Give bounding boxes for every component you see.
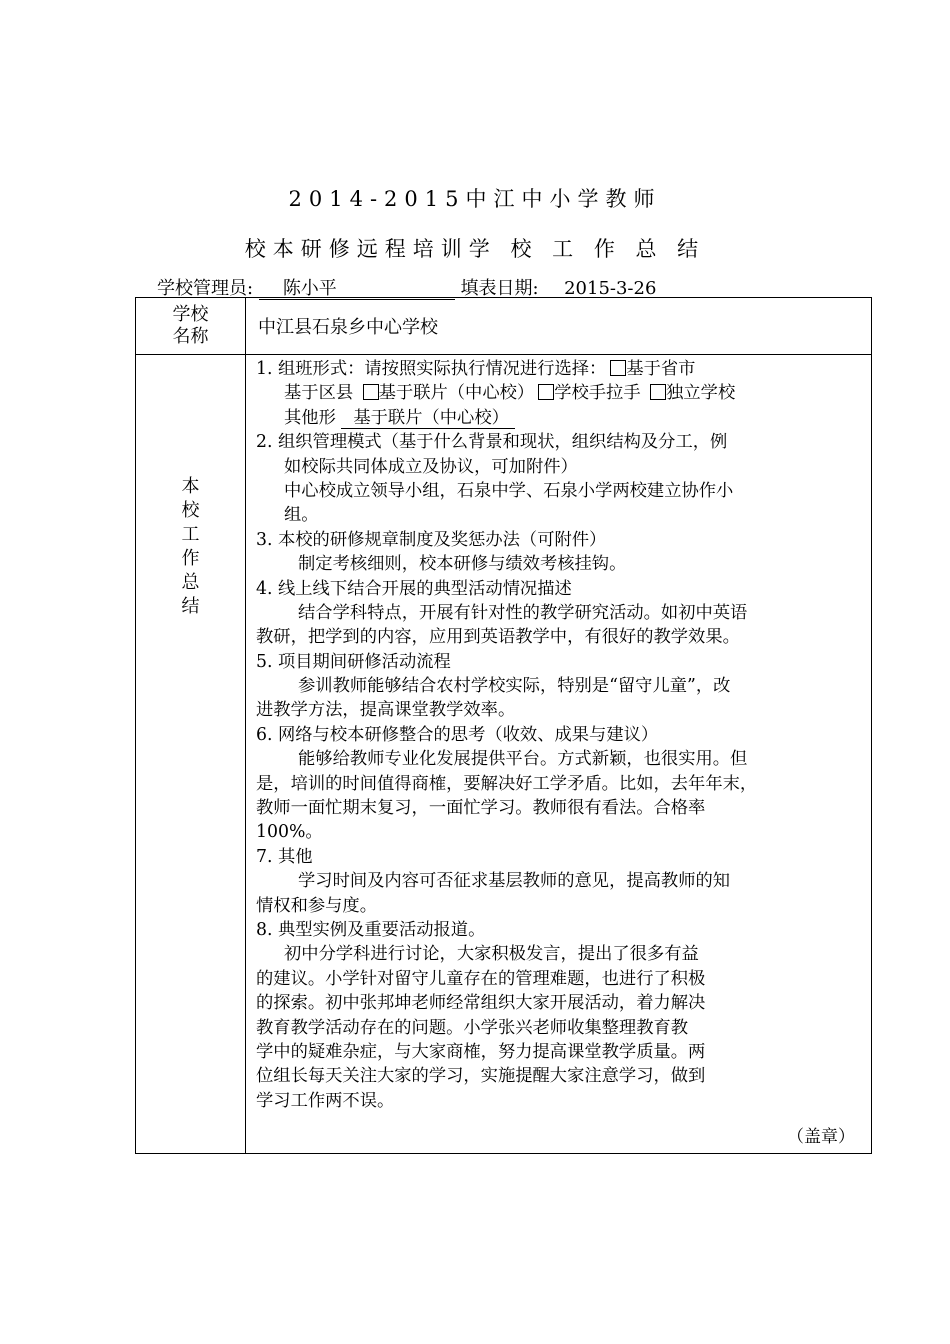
document-title-line1: 2014-2015中江中小学教师 <box>288 187 662 211</box>
summary-row <box>136 355 872 1154</box>
q2-line2: 如校际共同体成立及协议，可加附件） <box>284 456 578 477</box>
q7-answer2: 情权和参与度。 <box>256 895 377 916</box>
q1-line3: 其他形 基于联片（中心校） <box>256 406 865 430</box>
q6-answer4: 100%。 <box>256 822 323 843</box>
document-title-line2: 校本研修远程培训学 校 工 作 总 结 <box>244 237 706 261</box>
q2-answer1: 中心校成立领导小组，石泉中学、石泉小学两校建立协作小 <box>284 480 734 501</box>
checkbox-icon <box>538 384 554 400</box>
q6-answer3: 教师一面忙期末复习，一面忙学习。教师很有看法。合格率 <box>256 798 706 819</box>
checkbox-icon <box>610 360 626 376</box>
q4-answer2: 教研，把学到的内容，应用到英语教学中，有很好的教学效果。 <box>256 627 740 648</box>
checkbox-icon <box>650 384 666 400</box>
school-name-label: 学校 名称 <box>136 298 246 355</box>
q7-line1: 7. 其他 <box>256 846 313 867</box>
q8-answer3: 的探索。初中张邦坤老师经常组织大家开展活动，着力解决 <box>256 993 706 1014</box>
checkbox-icon <box>363 384 379 400</box>
q8-answer5: 学中的疑难杂症，与大家商榷，努力提高课堂教学质量。两 <box>256 1041 706 1062</box>
summary-form-table <box>135 297 872 1154</box>
q4-answer1: 结合学科特点，开展有针对性的教学研究活动。如初中英语 <box>298 602 748 623</box>
q7-answer1: 学习时间及内容可否征求基层教师的意见，提高教师的知 <box>298 871 731 892</box>
q6-answer1: 能够给教师专业化发展提供平台。方式新颖，也很实用。但 <box>298 749 748 770</box>
date-label: 填表日期: <box>460 278 539 299</box>
q1-line2: 基于区县 基于联片（中心校） 学校手拉手 独立学校 <box>284 383 736 404</box>
q8-answer4: 教育教学活动存在的问题。小学张兴老师收集整理教育教 <box>256 1017 689 1038</box>
school-name-row <box>136 298 872 355</box>
q8-answer6: 位组长每天关注大家的学习，实施提醒大家注意学习，做到 <box>256 1066 706 1087</box>
q2-answer2: 组。 <box>284 505 319 526</box>
q1-other-value: 基于联片（中心校） <box>341 408 515 429</box>
q8-answer2: 的建议。小学针对留守儿童存在的管理难题，也进行了积极 <box>256 968 706 989</box>
summary-content <box>246 355 872 1154</box>
summary-label-cell <box>136 355 246 1154</box>
q5-answer1: 参训教师能够结合农村学校实际，特别是“留守儿童”，改 <box>298 676 731 697</box>
q3-answer1: 制定考核细则，校本研修与绩效考核挂钩。 <box>298 554 627 575</box>
q5-answer2: 进教学方法，提高课堂教学效率。 <box>256 700 516 721</box>
q1-line1: 1. 组班形式：请按照实际执行情况进行选择： 基于省市 <box>256 359 696 379</box>
q5-line1: 5. 项目期间研修活动流程 <box>256 651 451 672</box>
q8-answer7: 学习工作两不误。 <box>256 1090 395 1111</box>
q2-line1: 2. 组织管理模式（基于什么背景和现状，组织结构及分工，例 <box>256 432 728 453</box>
manager-label: 学校管理员: <box>157 278 254 299</box>
school-name-value: 中江县石泉乡中心学校 <box>246 298 872 355</box>
q6-answer2: 是，培训的时间值得商榷，要解决好工学矛盾。比如，去年年末， <box>256 773 758 794</box>
q3-line1: 3. 本校的研修规章制度及奖惩办法（可附件） <box>256 529 607 550</box>
manager-name: 陈小平 <box>259 279 455 300</box>
q4-line1: 4. 线上线下结合开展的典型活动情况描述 <box>256 578 572 599</box>
q8-answer1: 初中分学科进行讨论，大家积极发言，提出了很多有益 <box>284 944 699 965</box>
seal-label: （盖章） <box>787 1126 855 1147</box>
q8-line1: 8. 典型实例及重要活动报道。 <box>256 919 486 940</box>
summary-label: 本校工作总结 <box>181 476 200 617</box>
q6-line1: 6. 网络与校本研修整合的思考（收效、成果与建议） <box>256 724 659 745</box>
date-value: 2015-3-26 <box>564 278 657 299</box>
